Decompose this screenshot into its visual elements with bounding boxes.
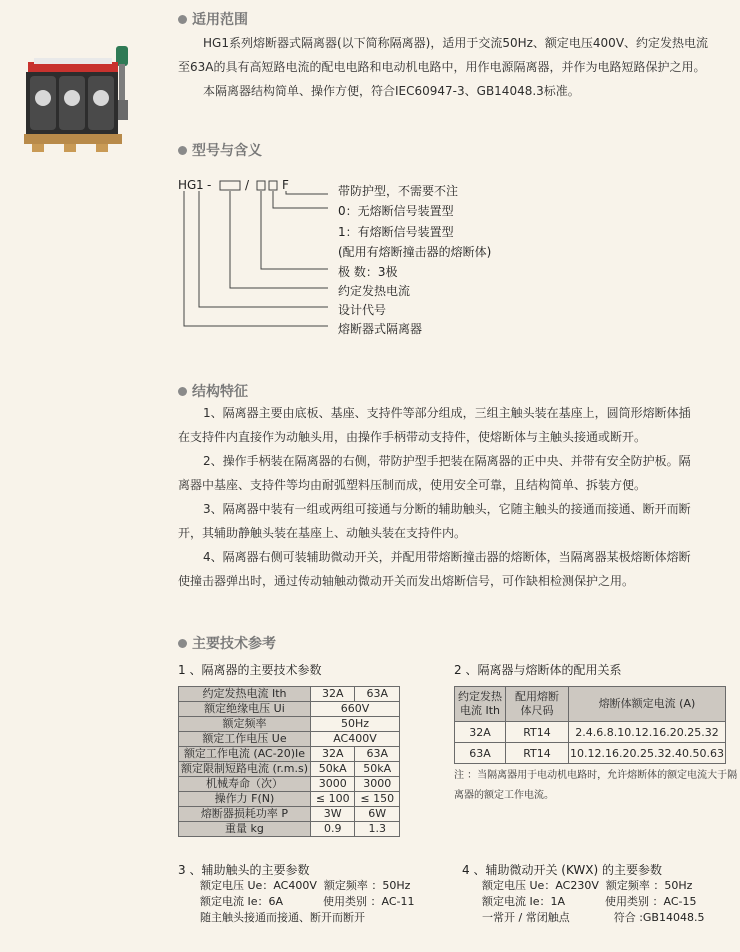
param-label: 额定工作电流 (AC-20)Ie: [179, 747, 311, 762]
code-design: 1: [196, 178, 204, 192]
scope-paragraph: HG1系列熔断器式隔离器(以下简称隔离器)，适用于交流50Hz、额定电压400V、约定发热电流 至63A的具有高短路电流的配电电路和电动机电路中，用作电源隔离器，并作为电路短路保护之用。 本隔离器结构简单、操作方便，符合IEC60947-3、GB14048.3标准。: [178, 36, 709, 98]
code-slash: /: [245, 178, 250, 192]
model-label: 约定发热电流: [338, 284, 411, 298]
model-label: (配用有熔断撞击器的熔断体): [338, 245, 492, 259]
aux-params: 额定电压 Ue：AC400V 额定频率 ：50Hz 额定电流 Ie：6A 使用类别 ：AC-11 随主触头接通而接通、断开而断开: [200, 879, 415, 924]
param-value: 3W: [310, 807, 355, 822]
param-label: 额定工作电压 Ue: [179, 732, 311, 747]
section-title-scope: 适用范围: [178, 9, 248, 29]
code-prefix: HG: [178, 178, 197, 192]
structure-paragraphs: 1、隔离器主要由底板、基座、支持件等部分组成，三组主触头装在基座上，圆筒形熔断体插 在支持件内直接作为动触头用，由操作手柄带动支持件，使熔断体与主触头接通或断开。 2、操作手柄装在隔离器的右侧，带防护型手把装在隔离器的正中央、并带有安全防护板。隔 离器中基座、支持件等均由耐弧塑料压制而成，使用安全可靠，且结构简单、拆装方便。 3、隔离器中装有一组或两组可接通与分断的辅助触头，它随主触头的接通而接通、断开而断 开，其辅助静触头装在基座上、动触头装在支持件内。 4、隔离器右侧可装辅助微动开关，并配用带熔断撞击器的熔断体，当隔离器某极熔断体熔断 使撞击器弹出时，通过传动轴触动微动开关而发出熔断信号，可作缺相检测保护之用。: [178, 406, 691, 588]
bullet-icon: [178, 639, 187, 648]
table-row: [179, 747, 400, 762]
model-label: 熔断器式隔离器: [338, 322, 423, 336]
param-value: 3000: [310, 777, 355, 792]
aux-title: 3 、辅助触头的主要参数: [178, 863, 310, 877]
param-value: ≤ 150: [355, 792, 400, 807]
section-title-tech: 主要技术参考: [178, 633, 276, 653]
param-value: ≤ 100: [310, 792, 355, 807]
bullet-icon: [178, 387, 187, 396]
param-label: 操作力 F(N): [179, 792, 311, 807]
model-label: 带防护型，不需要不注: [338, 184, 459, 198]
param-label: 约定发热电流 Ith: [179, 687, 311, 702]
table-row: [179, 702, 400, 717]
micro-title: 4 、辅助微动开关 (KWX) 的主要参数: [462, 863, 662, 877]
code-suffix: F: [282, 178, 289, 192]
table-row: [179, 717, 400, 732]
table-row: [179, 762, 400, 777]
section-title-model: 型号与含义: [178, 140, 262, 160]
table2-header: 熔断体额定电流 (A): [569, 687, 726, 722]
model-label: 1：有熔断信号装置型: [338, 225, 454, 239]
param-value: 660V: [310, 702, 399, 717]
param-label: 额定频率: [179, 717, 311, 732]
table-row: 32A RT14 2.4.6.8.10.12.16.20.25.32: [455, 722, 726, 743]
param-value: 50Hz: [310, 717, 399, 732]
table-row: [179, 732, 400, 747]
param-value: 32A: [310, 747, 355, 762]
fuse-match-table: [454, 686, 726, 764]
table-row: [179, 822, 400, 837]
table2-note: 注 ：当隔离器用于电动机电路时，允许熔断体的额定电流大于隔 离器的额定工作电流。: [454, 770, 738, 801]
code-dash: -: [207, 178, 212, 192]
param-value: 3000: [355, 777, 400, 792]
bullet-icon: [178, 146, 187, 155]
param-value: 1.3: [355, 822, 400, 837]
table-row: [179, 792, 400, 807]
param-value: 0.9: [310, 822, 355, 837]
param-label: 额定限制短路电流 (r.m.s): [179, 762, 311, 777]
param-value: AC400V: [310, 732, 399, 747]
param-value: 63A: [355, 687, 400, 702]
micro-params: 额定电压 Ue：AC230V 额定频率 ：50Hz 额定电流 Ie：1A 使用类别 ：AC-15 一常开 / 常闭触点 符合 :GB14048.5: [482, 879, 705, 924]
param-label: 额定绝缘电压 Ui: [179, 702, 311, 717]
table2-header: 配用熔断体尺码: [506, 687, 569, 722]
model-code-diagram: [178, 175, 538, 345]
param-value: 50kA: [355, 762, 400, 777]
table1-title: 1 、隔离器的主要技术参数: [178, 663, 322, 677]
param-value: 6W: [355, 807, 400, 822]
product-photo: [20, 40, 144, 158]
table2-header: 约定发热电流 Ith: [455, 687, 506, 722]
bullet-icon: [178, 15, 187, 24]
model-label: 设计代号: [338, 303, 387, 317]
section-title-structure: 结构特征: [178, 381, 248, 401]
table2-title: 2 、隔离器与熔断体的配用关系: [454, 663, 622, 677]
table-row: [179, 687, 400, 702]
param-label: 机械寿命（次）: [179, 777, 311, 792]
param-label: 熔断器损耗功率 P: [179, 807, 311, 822]
table-row: [179, 807, 400, 822]
param-value: 63A: [355, 747, 400, 762]
model-label: 极 数：3极: [338, 265, 398, 279]
param-value: 50kA: [310, 762, 355, 777]
isolator-param-table: [178, 686, 400, 837]
param-label: 重量 kg: [179, 822, 311, 837]
table-row: 63A RT14 10.12.16.20.25.32.40.50.63: [455, 743, 726, 764]
table-row: [179, 777, 400, 792]
param-value: 32A: [310, 687, 355, 702]
model-label: 0：无熔断信号装置型: [338, 204, 454, 218]
